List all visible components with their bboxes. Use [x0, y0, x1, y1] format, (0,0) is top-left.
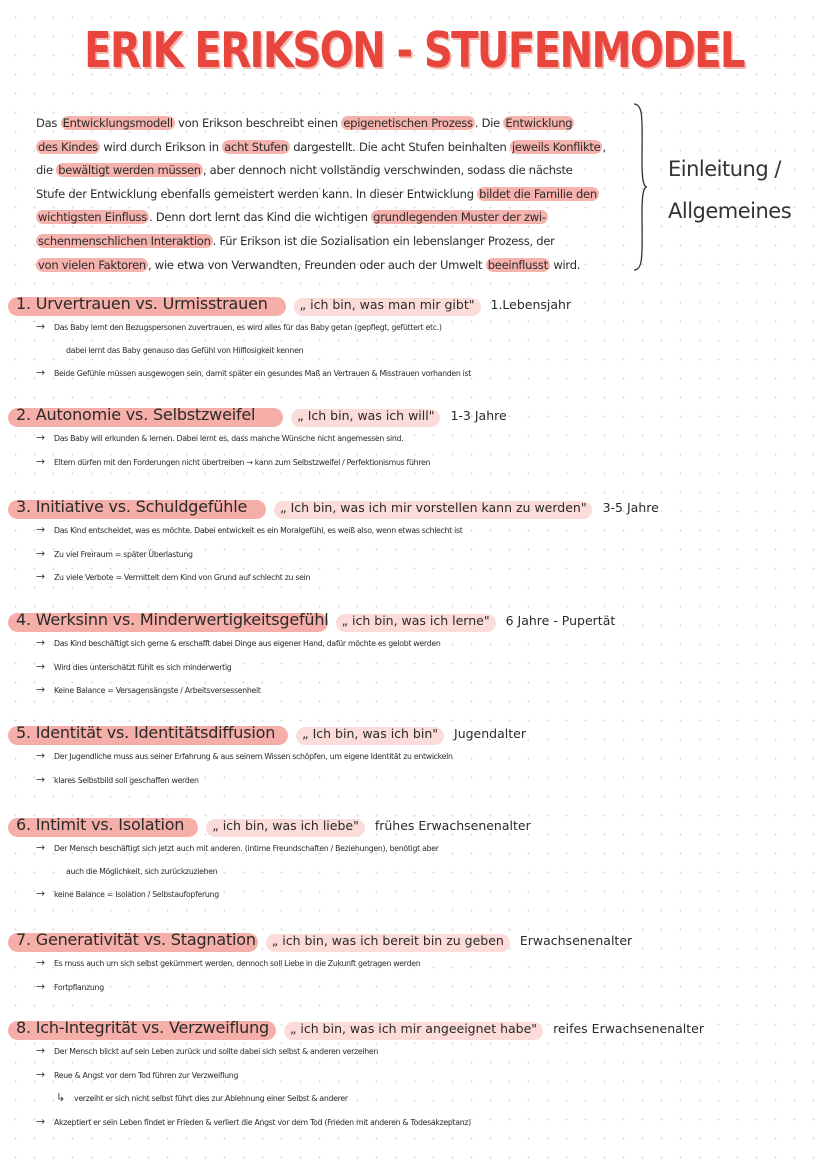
intro-line	[36, 230, 646, 254]
stage-line-text: Akzeptiert er sein Leben findet er Frieden & verliert die Angst vor dem Tod (Frieden mit anderen & Todesakzeptanz)	[54, 1117, 471, 1127]
stage-line-text: Eltern dürfen mit den Forderungen nicht übertreiben → kann zum Selbstzweifel / Perfektionismus führen	[54, 457, 431, 467]
stage-line	[8, 519, 823, 543]
stage-header	[8, 497, 823, 519]
intro-text: wird.	[549, 257, 581, 272]
stage-1	[8, 294, 823, 386]
stage-title: 6. Intimit vs. Isolation	[16, 815, 185, 834]
stage-title: 5. Identität vs. Identitätsdiffusion	[16, 723, 276, 742]
stage-title: 8. Ich-Integrität vs. Verzweiflung	[16, 1018, 269, 1037]
stage-line-text: Reue & Angst vor dem Tod führen zur Verzweiflung	[54, 1070, 239, 1080]
intro-text: dargestellt. Die acht Stufen beinhalten	[289, 139, 510, 154]
stage-line	[8, 1040, 823, 1064]
intro-text: Stufe der Entwicklung ebenfalls gemeistert werden kann. In dieser Entwicklung	[36, 186, 478, 201]
page-title: ERIK ERIKSON - STUFENMODEL	[84, 22, 744, 79]
stage-line	[8, 837, 823, 861]
intro-highlight: grundlegenden Muster der zwi-	[373, 210, 546, 225]
intro-highlight: von vielen Faktoren	[38, 257, 146, 272]
stage-line-text: Das Kind entscheidet, was es möchte. Dabei entwickelt es ein Moralgefühl, es weiß also, wenn etwas schlecht ist	[54, 526, 463, 535]
intro-highlight: beeinflusst	[487, 257, 548, 272]
stage-line	[8, 1087, 823, 1111]
stage-line	[8, 362, 823, 386]
arrow-icon: →	[36, 887, 45, 900]
stage-quote: „ ich bin, was ich mir angeeignet habe"	[289, 1021, 538, 1036]
stage-line-text: keine Balance = Isolation / Selbstaufopferung	[54, 890, 219, 899]
intro-line	[36, 183, 646, 207]
stage-age: 1-3 Jahre	[450, 408, 507, 423]
intro-paragraph	[36, 112, 646, 277]
stage-line	[8, 1111, 823, 1135]
intro-highlight: des Kindes	[38, 139, 98, 154]
stage-line-text: Das Kind beschäftigt sich gerne & erschafft dabei Dinge aus eigener Hand, dafür möchte es gelobt werden	[54, 639, 441, 648]
intro-text: wird durch Erikson in	[99, 139, 223, 154]
stage-line	[8, 543, 823, 567]
intro-text: . Die	[474, 116, 504, 130]
intro-highlight: bewältigt werden müssen	[58, 163, 201, 178]
stage-line-text: Zu viel Freiraum = später Überlastung	[54, 549, 193, 559]
stage-5	[8, 723, 823, 792]
stage-line-text: Fortpflanzung	[54, 982, 104, 992]
arrow-icon: →	[36, 841, 45, 854]
intro-line	[36, 206, 646, 230]
stage-age: 6 Jahre - Pupertät	[505, 613, 616, 628]
stage-line-text: auch die Möglichkeit, sich zurückzuziehen	[66, 866, 218, 876]
stage-quote: „ Ich bin, was ich will"	[297, 408, 435, 423]
stage-line-text: Der Mensch beschäftigt sich jetzt auch mit anderen. (intime Freundschaften / Beziehungen), benötigt aber	[54, 844, 439, 853]
arrow-icon: →	[36, 1067, 45, 1081]
stage-line-text: Wird dies unterschätzt fühlt es sich minderwertig	[54, 662, 232, 672]
intro-highlight: Entwicklung	[505, 116, 573, 130]
stage-line-text: Der Mensch blickt auf sein Leben zurück und sollte dabei sich selbst & anderen verzeihen	[54, 1047, 379, 1056]
stage-header	[8, 1018, 823, 1040]
stage-quote: „ ich bin, was ich liebe"	[212, 818, 359, 833]
stage-quote: „ ich bin, was ich bereit bin zu geben	[271, 933, 504, 948]
stage-age: 3-5 Jahre	[602, 500, 659, 515]
stage-age: frühes Erwachsenenalter	[374, 818, 531, 833]
stage-line-text: klares Selbstbild soll geschaffen werden	[54, 775, 199, 785]
arrow-icon: →	[36, 320, 45, 333]
arrow-icon: →	[36, 636, 45, 649]
stage-header	[8, 405, 823, 427]
stage-line	[8, 883, 823, 907]
intro-highlight: jeweils Konflikte	[511, 139, 601, 154]
stage-6	[8, 815, 823, 907]
stage-line	[8, 566, 823, 590]
intro-text: . Für Erikson ist die Sozialisation ein lebenslanger Prozess, der	[212, 233, 555, 248]
curly-brace-icon	[632, 102, 648, 272]
stage-line-text: Keine Balance = Versagensängste / Arbeitsversessenheit	[54, 686, 261, 695]
arrow-icon: →	[36, 979, 45, 993]
stage-header	[8, 294, 823, 316]
stage-line	[8, 976, 823, 1000]
stage-8	[8, 1018, 823, 1134]
stage-7	[8, 930, 823, 999]
stage-title: 3. Initiative vs. Schuldgefühle	[16, 497, 248, 516]
stage-line-text: Es muss auch um sich selbst gekümmert werden, dennoch soll Liebe in die Zukunft getragen werden	[54, 959, 421, 968]
stage-age: reifes Erwachsenenalter	[553, 1021, 704, 1036]
stage-quote: „ Ich bin, was ich mir vorstellen kann zu werden"	[280, 500, 587, 515]
intro-highlight: acht Stufen	[224, 139, 288, 154]
arrow-icon: →	[36, 749, 45, 762]
intro-line	[36, 254, 646, 278]
stage-line-text: verzeiht er sich nicht selbst führt dies zur Ablehnung einer Selbst & anderer	[74, 1094, 348, 1103]
stage-line	[8, 632, 823, 656]
stage-line-text: Das Baby will erkunden & lernen. Dabei lernt es, dass manche Wünsche nicht angemessen sind.	[54, 434, 404, 443]
stage-title: 1. Urvertrauen vs. Urmisstrauen	[16, 294, 268, 313]
intro-text: von Erikson beschreibt einen	[174, 116, 342, 130]
intro-text: , aber dennoch nicht vollständig verschwinden, sodass die nächste	[202, 163, 573, 178]
side-label-line-2: Allgemeines	[668, 199, 792, 223]
arrow-icon: →	[36, 570, 45, 583]
intro-highlight: bildet die Familie den	[479, 186, 597, 201]
stage-header	[8, 930, 823, 952]
side-label-line-1: Einleitung /	[668, 157, 781, 181]
stage-line	[8, 656, 823, 680]
stage-line	[8, 427, 823, 451]
arrow-icon: →	[36, 431, 45, 444]
intro-text: die	[36, 163, 57, 178]
stage-2	[8, 405, 823, 474]
intro-highlight: wichtigsten Einfluss	[38, 210, 148, 225]
stage-title: 2. Autonomie vs. Selbstzweifel	[16, 405, 256, 424]
stage-line	[8, 861, 823, 884]
stage-line	[8, 769, 823, 793]
intro-text: Das	[36, 116, 61, 130]
stage-4	[8, 610, 823, 703]
stage-3	[8, 497, 823, 590]
intro-line	[36, 112, 646, 136]
intro-highlight: Entwicklungsmodell	[62, 116, 173, 130]
stage-line	[8, 679, 823, 703]
stage-line-text: Beide Gefühle müssen ausgewogen sein, damit später ein gesundes Maß an Vertrauen & Misstrauen vorhanden ist	[54, 369, 472, 378]
intro-text: . Denn dort lernt das Kind die wichtigen	[149, 210, 372, 225]
arrow-icon: →	[36, 546, 45, 560]
stage-line	[8, 952, 823, 976]
arrow-icon: ↳	[56, 1091, 65, 1104]
stage-line	[8, 1064, 823, 1088]
arrow-icon: →	[36, 523, 45, 536]
stage-line	[8, 340, 823, 363]
stage-title: 4. Werksinn vs. Minderwertigkeitsgefühl	[16, 610, 329, 629]
section-label	[668, 148, 808, 232]
stage-line-text: Zu viele Verbote = Vermittelt dem Kind von Grund auf schlecht zu sein	[54, 573, 311, 582]
stage-age: Erwachsenenalter	[519, 933, 633, 948]
intro-line	[36, 159, 646, 183]
stage-line-text: Das Baby lernt den Bezugspersonen zuvertrauen, es wird alles für das Baby getan (gepflegt, gefüttert etc.)	[54, 323, 442, 332]
stage-age: Jugendalter	[454, 726, 526, 741]
stage-line	[8, 745, 823, 769]
arrow-icon: →	[36, 956, 45, 969]
arrow-icon: →	[36, 1114, 45, 1128]
intro-highlight: epigenetischen Prozess	[343, 116, 473, 130]
stage-line-text: dabei lernt das Baby genauso das Gefühl von Hilflosigkeit kennen	[66, 345, 304, 355]
stage-title: 7. Generativität vs. Stagnation	[16, 930, 256, 949]
stage-header	[8, 610, 823, 632]
stage-quote: „ ich bin, was man mir gibt"	[299, 297, 475, 312]
arrow-icon: →	[36, 366, 45, 379]
stage-quote: „ ich bin, was ich lerne"	[341, 613, 490, 628]
stage-line-text: Der Jugendliche muss aus seiner Erfahrung & aus seinem Wissen schöpfen, um eigene Identität zu entwickeln	[54, 752, 453, 761]
intro-highlight: schenmenschlichen Interaktion	[38, 233, 211, 248]
intro-text: , wie etwa von Verwandten, Freunden oder auch der Umwelt	[147, 257, 486, 272]
stage-quote: „ Ich bin, was ich bin"	[302, 726, 439, 741]
arrow-icon: →	[36, 1044, 45, 1057]
arrow-icon: →	[36, 772, 45, 786]
stage-line	[8, 451, 823, 475]
stage-line	[8, 316, 823, 340]
arrow-icon: →	[36, 454, 45, 468]
arrow-icon: →	[36, 683, 45, 696]
stage-header	[8, 815, 823, 837]
intro-text: ,	[602, 139, 606, 154]
stage-age: 1.Lebensjahr	[490, 297, 572, 312]
arrow-icon: →	[36, 659, 45, 673]
stage-header	[8, 723, 823, 745]
intro-line	[36, 136, 646, 160]
